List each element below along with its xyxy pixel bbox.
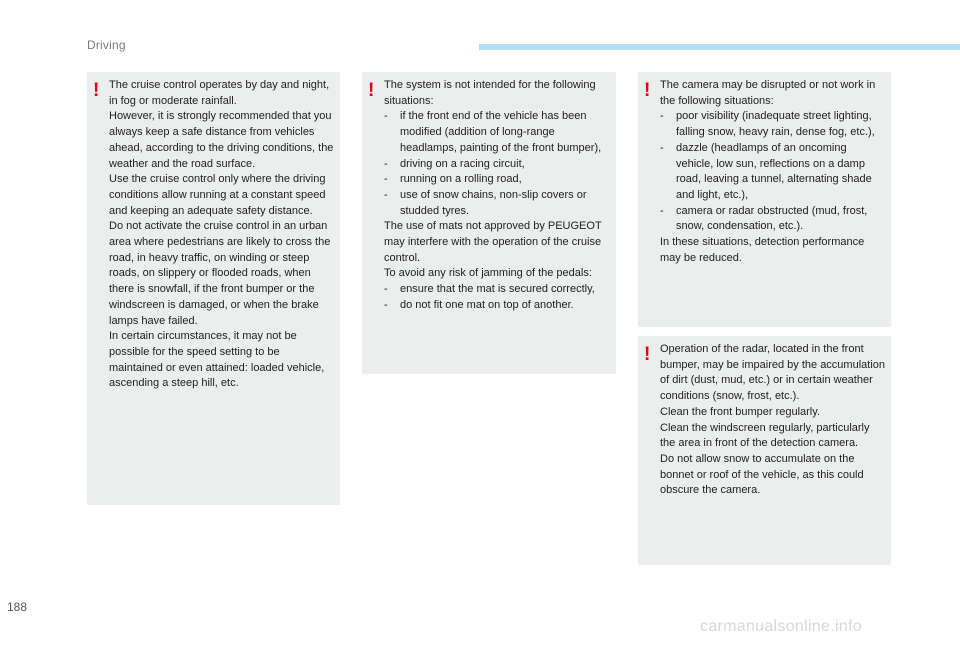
paragraph: The system is not intended for the following situations:	[384, 79, 596, 107]
list-item: - ensure that the mat is secured correctly,	[384, 283, 595, 296]
warning-icon: !	[368, 80, 375, 101]
header-rule	[479, 44, 960, 50]
paragraph: However, it is strongly recommended that you always keep a safe distance from vehicles ahead, according to the driving conditions, the weather and the road surface.	[109, 110, 334, 170]
warning-box-radar	[638, 336, 891, 565]
watermark: carmanualsonline.info	[700, 618, 862, 635]
bullet-list	[660, 109, 885, 235]
paragraph: The cruise control operates by day and night, in fog or moderate rainfall.	[109, 79, 330, 107]
paragraph: Operation of the radar, located in the front bumper, may be impaired by the accumulation of dirt (dust, mud, etc.) or in certain weather conditions (snow, frost, etc.).	[660, 343, 886, 403]
warning-box-camera	[638, 72, 891, 327]
paragraph: Use the cruise control only where the driving conditions allow running at a constant speed and keeping an adequate safety distance.	[109, 173, 326, 217]
list-item: - use of snow chains, non-slip covers or studded tyres.	[384, 188, 587, 217]
paragraph: The camera may be disrupted or not work in the following situations:	[660, 79, 876, 107]
bullet-list	[384, 282, 610, 313]
list-item: - camera or radar obstructed (mud, frost, snow, condensation, etc.).	[660, 204, 868, 233]
page-number: 188	[7, 600, 28, 614]
paragraph: To avoid any risk of jamming of the pedals:	[384, 267, 592, 280]
list-item: - driving on a racing circuit,	[384, 157, 525, 170]
warning-box-text	[660, 342, 885, 499]
warning-box-text	[660, 78, 885, 266]
warning-box-text	[384, 78, 610, 314]
list-item: - running on a rolling road,	[384, 173, 522, 186]
bullet-list	[384, 109, 610, 219]
warning-icon: !	[644, 344, 651, 365]
paragraph: The use of mats not approved by PEUGEOT may interfere with the operation of the cruise control.	[384, 220, 602, 264]
list-item: - if the front end of the vehicle has been modified (addition of long-range headlamps, painting of the front bumper),	[384, 110, 602, 154]
paragraph: In certain circumstances, it may not be possible for the speed setting to be maintained or even attained: loaded vehicle, ascending a steep hill, etc.	[109, 330, 325, 390]
warning-box-text	[109, 78, 334, 392]
warning-icon: !	[93, 80, 100, 101]
paragraph: Do not allow snow to accumulate on the bonnet or roof of the vehicle, as this could obscure the camera.	[660, 452, 864, 497]
paragraph: Clean the windscreen regularly, particularly the area in front of the detection camera.	[660, 421, 870, 450]
paragraph: Clean the front bumper regularly.	[660, 405, 820, 418]
paragraph: Do not activate the cruise control in an urban area where pedestrians are likely to cross the road, in heavy traffic, on winding or steep roads, on slippery or flooded roads, when there is snowfall, if the front bumper or the windscreen is damaged, or when the brake lamps have failed.	[109, 220, 331, 327]
list-item: - do not fit one mat on top of another.	[384, 298, 574, 311]
section-title: Driving	[87, 38, 126, 52]
warning-box-not-intended	[362, 72, 616, 374]
warning-box-cruise-control	[87, 72, 340, 505]
list-item: - dazzle (headlamps of an oncoming vehicle, low sun, reflections on a damp road, leaving a tunnel, alternating shade and light, etc.),	[660, 141, 872, 201]
paragraph: In these situations, detection performance may be reduced.	[660, 236, 865, 264]
list-item: - poor visibility (inadequate street lighting, falling snow, heavy rain, dense fog, etc.),	[660, 110, 875, 139]
warning-icon: !	[644, 80, 651, 101]
